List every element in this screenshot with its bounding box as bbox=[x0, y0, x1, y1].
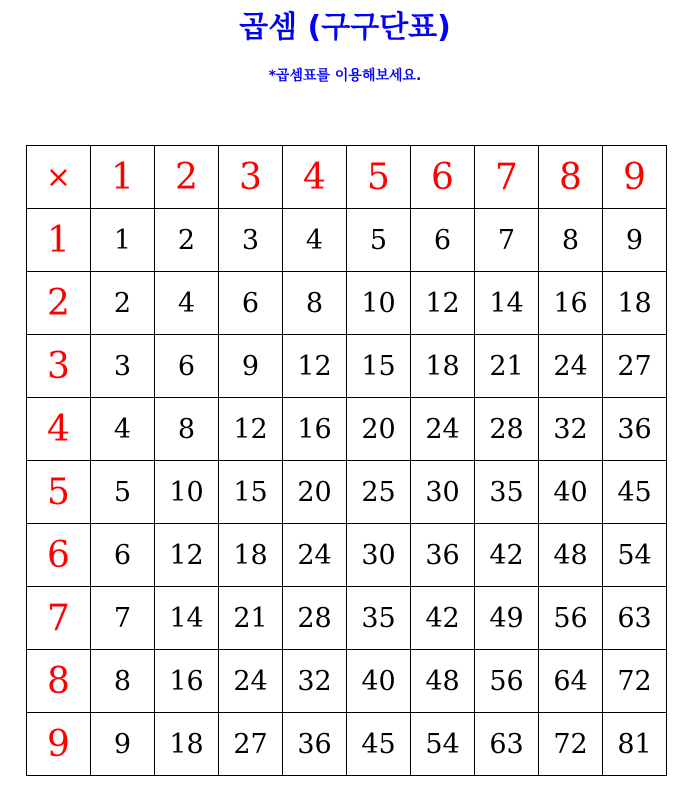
product-cell: 27 bbox=[219, 713, 283, 776]
product-cell: 3 bbox=[91, 335, 155, 398]
product-cell: 10 bbox=[155, 461, 219, 524]
table-row bbox=[27, 461, 667, 524]
product-cell: 12 bbox=[411, 272, 475, 335]
product-cell: 18 bbox=[155, 713, 219, 776]
product-cell: 12 bbox=[155, 524, 219, 587]
product-cell: 25 bbox=[347, 461, 411, 524]
product-cell: 49 bbox=[475, 587, 539, 650]
product-cell: 4 bbox=[283, 209, 347, 272]
product-cell: 63 bbox=[475, 713, 539, 776]
product-cell: 3 bbox=[219, 209, 283, 272]
product-cell: 28 bbox=[283, 587, 347, 650]
product-cell: 35 bbox=[347, 587, 411, 650]
product-cell: 72 bbox=[603, 650, 667, 713]
product-cell: 18 bbox=[219, 524, 283, 587]
product-cell: 2 bbox=[155, 209, 219, 272]
product-cell: 36 bbox=[603, 398, 667, 461]
column-header: 7 bbox=[475, 146, 539, 209]
table-row bbox=[27, 587, 667, 650]
product-cell: 7 bbox=[475, 209, 539, 272]
table-row bbox=[27, 209, 667, 272]
product-cell: 14 bbox=[155, 587, 219, 650]
product-cell: 18 bbox=[411, 335, 475, 398]
product-cell: 36 bbox=[283, 713, 347, 776]
product-cell: 9 bbox=[219, 335, 283, 398]
times-table-container bbox=[26, 145, 667, 776]
product-cell: 20 bbox=[283, 461, 347, 524]
product-cell: 8 bbox=[155, 398, 219, 461]
product-cell: 64 bbox=[539, 650, 603, 713]
product-cell: 81 bbox=[603, 713, 667, 776]
product-cell: 16 bbox=[539, 272, 603, 335]
product-cell: 14 bbox=[475, 272, 539, 335]
product-cell: 42 bbox=[475, 524, 539, 587]
product-cell: 28 bbox=[475, 398, 539, 461]
column-header: 3 bbox=[219, 146, 283, 209]
table-row bbox=[27, 524, 667, 587]
times-table-body bbox=[27, 146, 667, 776]
product-cell: 9 bbox=[91, 713, 155, 776]
times-table bbox=[26, 145, 667, 776]
product-cell: 54 bbox=[603, 524, 667, 587]
product-cell: 16 bbox=[283, 398, 347, 461]
product-cell: 7 bbox=[91, 587, 155, 650]
product-cell: 20 bbox=[347, 398, 411, 461]
product-cell: 40 bbox=[539, 461, 603, 524]
column-header: 1 bbox=[91, 146, 155, 209]
row-header: 7 bbox=[27, 587, 91, 650]
product-cell: 5 bbox=[347, 209, 411, 272]
row-header: 2 bbox=[27, 272, 91, 335]
table-row bbox=[27, 713, 667, 776]
product-cell: 9 bbox=[603, 209, 667, 272]
product-cell: 16 bbox=[155, 650, 219, 713]
product-cell: 2 bbox=[91, 272, 155, 335]
row-header: 1 bbox=[27, 209, 91, 272]
page-title: 곱셈 (구구단표) bbox=[239, 10, 451, 45]
product-cell: 6 bbox=[91, 524, 155, 587]
product-cell: 32 bbox=[539, 398, 603, 461]
table-row bbox=[27, 398, 667, 461]
row-header: 8 bbox=[27, 650, 91, 713]
row-header: 9 bbox=[27, 713, 91, 776]
product-cell: 42 bbox=[411, 587, 475, 650]
product-cell: 12 bbox=[283, 335, 347, 398]
row-header: 3 bbox=[27, 335, 91, 398]
product-cell: 54 bbox=[411, 713, 475, 776]
product-cell: 27 bbox=[603, 335, 667, 398]
row-header: 5 bbox=[27, 461, 91, 524]
column-header: 4 bbox=[283, 146, 347, 209]
product-cell: 8 bbox=[539, 209, 603, 272]
product-cell: 6 bbox=[411, 209, 475, 272]
product-cell: 12 bbox=[219, 398, 283, 461]
product-cell: 32 bbox=[283, 650, 347, 713]
column-header: 2 bbox=[155, 146, 219, 209]
product-cell: 21 bbox=[475, 335, 539, 398]
corner-multiply-symbol: × bbox=[27, 146, 91, 209]
product-cell: 18 bbox=[603, 272, 667, 335]
product-cell: 48 bbox=[411, 650, 475, 713]
product-cell: 35 bbox=[475, 461, 539, 524]
product-cell: 24 bbox=[411, 398, 475, 461]
product-cell: 30 bbox=[411, 461, 475, 524]
table-row bbox=[27, 650, 667, 713]
product-cell: 30 bbox=[347, 524, 411, 587]
product-cell: 48 bbox=[539, 524, 603, 587]
product-cell: 10 bbox=[347, 272, 411, 335]
header-row bbox=[27, 146, 667, 209]
column-header: 5 bbox=[347, 146, 411, 209]
product-cell: 40 bbox=[347, 650, 411, 713]
product-cell: 15 bbox=[219, 461, 283, 524]
product-cell: 56 bbox=[539, 587, 603, 650]
row-header: 6 bbox=[27, 524, 91, 587]
table-row bbox=[27, 272, 667, 335]
product-cell: 8 bbox=[91, 650, 155, 713]
row-header: 4 bbox=[27, 398, 91, 461]
product-cell: 36 bbox=[411, 524, 475, 587]
product-cell: 63 bbox=[603, 587, 667, 650]
product-cell: 24 bbox=[539, 335, 603, 398]
product-cell: 21 bbox=[219, 587, 283, 650]
product-cell: 45 bbox=[603, 461, 667, 524]
subtitle-hint: *곱셈표를 이용해보세요. bbox=[268, 68, 422, 84]
product-cell: 6 bbox=[155, 335, 219, 398]
product-cell: 1 bbox=[91, 209, 155, 272]
column-header: 6 bbox=[411, 146, 475, 209]
product-cell: 45 bbox=[347, 713, 411, 776]
product-cell: 6 bbox=[219, 272, 283, 335]
product-cell: 56 bbox=[475, 650, 539, 713]
product-cell: 4 bbox=[91, 398, 155, 461]
product-cell: 5 bbox=[91, 461, 155, 524]
product-cell: 72 bbox=[539, 713, 603, 776]
table-row bbox=[27, 335, 667, 398]
column-header: 9 bbox=[603, 146, 667, 209]
product-cell: 24 bbox=[219, 650, 283, 713]
product-cell: 8 bbox=[283, 272, 347, 335]
product-cell: 15 bbox=[347, 335, 411, 398]
product-cell: 4 bbox=[155, 272, 219, 335]
product-cell: 24 bbox=[283, 524, 347, 587]
column-header: 8 bbox=[539, 146, 603, 209]
